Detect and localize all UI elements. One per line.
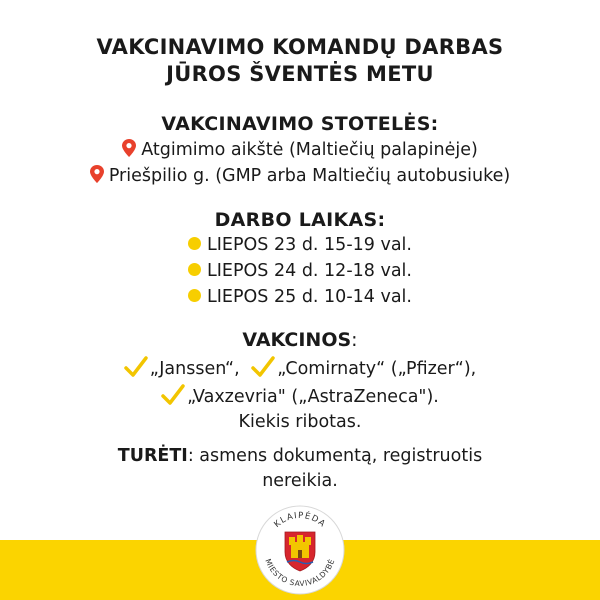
bring-line-2: nereikia. (262, 471, 338, 491)
poster-title (0, 34, 600, 88)
station-item-1 (0, 138, 600, 162)
yellow-dot-icon (188, 263, 201, 276)
map-pin-icon (90, 165, 104, 183)
hours-label-2: LIEPOS 24 d. 12-18 val. (207, 261, 412, 281)
hours-item-2 (0, 259, 600, 283)
station-item-2 (0, 164, 600, 188)
vaccines-heading-colon: : (351, 329, 358, 351)
checkmark-icon (161, 384, 185, 406)
vaccine-comirnaty: „Comirnaty“ („Pfizer“), (277, 359, 477, 379)
seal-bottom-text: MIESTO SAVIVALDYBĖ (263, 557, 337, 589)
title-line-1: VAKCINAVIMO KOMANDŲ DARBAS (96, 35, 504, 59)
vaccine-janssen: „Janssen“, (149, 359, 240, 379)
bring-text-1: : asmens dokumentą, registruotis (187, 446, 483, 466)
station-label-1: Atgimimo aikštė (Maltiečių palapinėje) (141, 140, 478, 160)
title-line-2: JŪROS ŠVENTĖS METU (166, 62, 434, 86)
stations-heading: VAKCINAVIMO STOTELĖS: (161, 113, 439, 135)
checkmark-icon (251, 356, 275, 378)
yellow-dot-icon (188, 289, 201, 302)
bring-line-1 (0, 444, 600, 468)
hours-item-1 (0, 233, 600, 257)
hours-label-3: LIEPOS 25 d. 10-14 val. (207, 287, 412, 307)
hours-label-1: LIEPOS 23 d. 15-19 val. (207, 235, 412, 255)
bring-label: TURĖTI (117, 446, 188, 466)
seal-top-text: KLAIPĖDA (272, 510, 328, 530)
vaccines-heading (0, 328, 600, 352)
yellow-dot-icon (188, 237, 201, 250)
vaccines-note: Kiekis ribotas. (238, 412, 362, 432)
hours-item-3 (0, 285, 600, 309)
vaccines-line-1 (0, 356, 600, 381)
checkmark-icon (124, 356, 148, 378)
vaccines-heading-label: VAKCINOS (242, 329, 352, 351)
vaccine-vaxzevria: „Vaxzevria" („AstraZeneca"). (187, 387, 439, 407)
hours-heading: DARBO LAIKAS: (214, 209, 386, 231)
klaipeda-municipality-seal-logo (254, 504, 346, 596)
vaccines-line-2 (0, 384, 600, 409)
map-pin-icon (122, 139, 136, 157)
station-label-2: Priešpilio g. (GMP arba Maltiečių autobusiuke) (108, 166, 511, 186)
